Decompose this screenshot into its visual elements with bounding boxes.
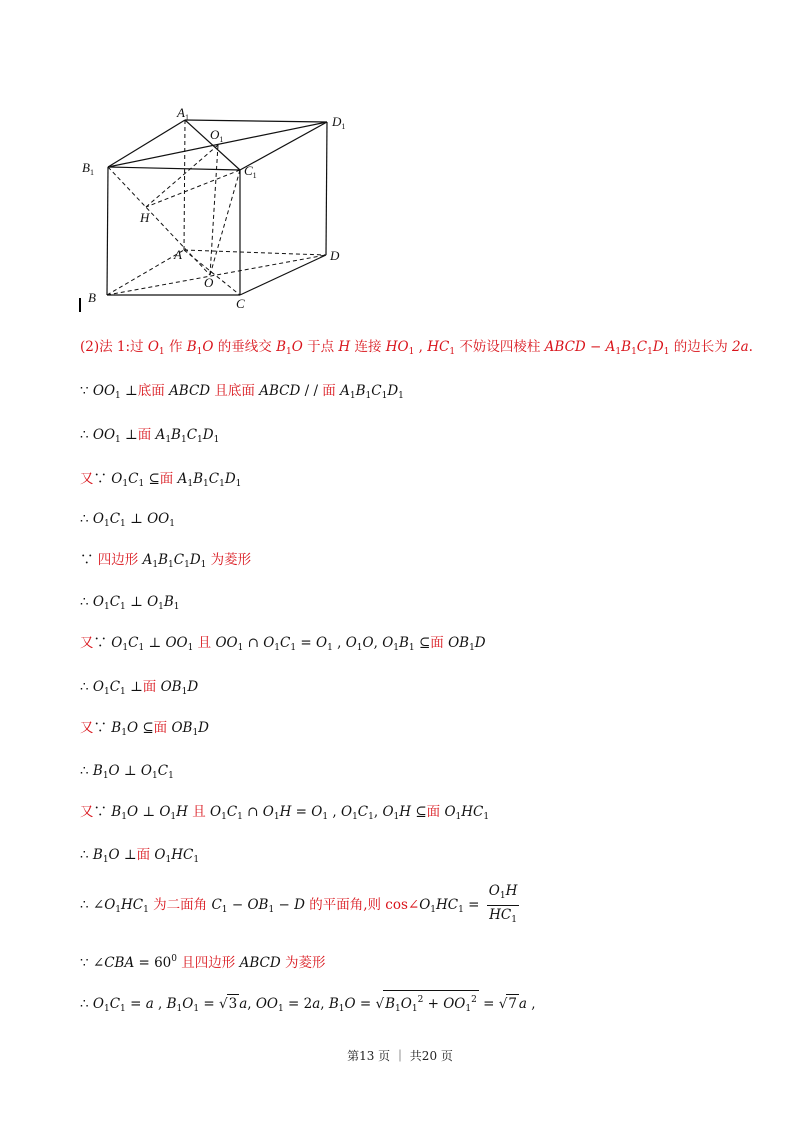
label-D: D xyxy=(330,248,340,263)
proof-line-4: 又∵ $O_1C_1$ ⊆面 $A_1B_1C_1D_1$ xyxy=(80,471,242,489)
label-D1: $D_1$ xyxy=(332,114,346,131)
label-O1: $O_1$ xyxy=(210,127,224,144)
proof-line-6: ∵ 四边形 $A_1B_1C_1D_1$ 为菱形 xyxy=(80,552,252,570)
label-C1: $C_1$ xyxy=(244,163,257,180)
proof-line-8: 又∵ $O_1C_1$ ⊥ $OO_1$ 且 $OO_1$ ∩ $O_1C_1 = O_1$ , $O_1O$, $O_1B_1$ ⊆面 $OB_1D$ xyxy=(80,635,486,653)
label-A: A xyxy=(174,247,182,262)
proof-line-14: ∴ $\angle O_1HC_1$ 为二面角 $C_1 - OB_1 - D$ 的平面角,则 $\cos\angle O_1HC_1$ = $\frac{O_1H}{HC_1}$ xyxy=(80,882,522,929)
label-C: C xyxy=(236,296,245,311)
proof-line-10: 又∵ $B_1O$ ⊆面 $OB_1D$ xyxy=(80,720,209,738)
text-cursor xyxy=(79,298,81,312)
proof-line-9: ∴ $O_1C_1$ ⊥面 $OB_1D$ xyxy=(80,679,199,697)
label-H: H xyxy=(140,210,150,225)
proof-line-13: ∴ $B_1O$ ⊥面 $O_1HC_1$ xyxy=(80,847,200,865)
proof-line-16: ∴ $O_1C_1 = a$ , $B_1O_1 = √3$ a, $OO_1 = 2a$, $B_1O = √B_1O_1^2 + OO_1^2 = √7$ a , xyxy=(80,990,536,1018)
proof-line-5: ∴ $O_1C_1$ ⊥ $OO_1$ xyxy=(80,511,175,529)
prism-figure xyxy=(70,95,370,315)
proof-line-7: ∴ $O_1C_1$ ⊥ $O_1B_1$ xyxy=(80,594,180,612)
proof-line-12: 又∵ $B_1O$ ⊥ $O_1H$ 且 $O_1C_1$ ∩ $O_1H = O_1$ , $O_1C_1$, $O_1H$ ⊆面 $O_1HC_1$ xyxy=(80,804,490,822)
proof-line-11: ∴ $B_1O$ ⊥ $O_1C_1$ xyxy=(80,763,174,781)
fraction: $\frac{O_1H}{HC_1}$ xyxy=(488,883,518,925)
proof-line-3: ∴ $OO_1$ ⊥面 $A_1B_1C_1D_1$ xyxy=(80,427,220,445)
proof-line-2: ∵ $OO_1$ ⊥底面 ABCD 且底面 ABCD / / 面 $A_1B_1C_1D_1$ xyxy=(80,383,404,401)
proof-line-1: (2)法 1:过 $O_1$ 作 $B_1O$ 的垂线交 $B_1O$ 于点 H 连接 $HO_1$ , $HC_1$ 不妨设四棱柱 ABCD − $A_1B_1C_1D_1$ 的边长为 2a. xyxy=(80,339,753,357)
label-A1: $A_1$ xyxy=(177,105,189,122)
label-B1: $B_1$ xyxy=(82,160,94,177)
label-B: B xyxy=(88,290,96,305)
page-footer: 第13 页 ｜ 共20 页 xyxy=(347,1049,453,1063)
label-O: O xyxy=(204,275,214,290)
proof-line-15: ∵ ∠CBA = $60^0$ 且四边形 ABCD 为菱形 xyxy=(80,954,326,971)
